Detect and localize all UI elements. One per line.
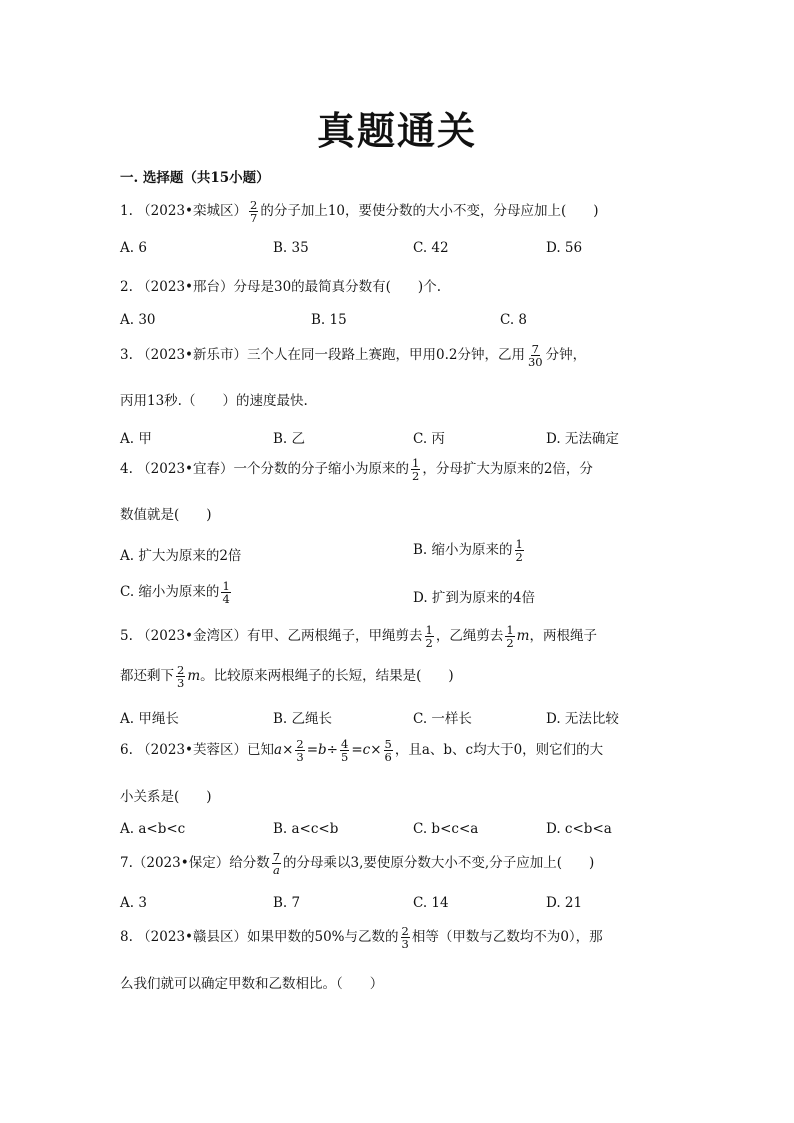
fraction: $\frac{4}{5}$ (340, 737, 349, 764)
q3-option-b: B. 乙 (273, 431, 306, 447)
q6-option-a: A. a<b<c (120, 821, 186, 837)
q5-option-c: C. 一样长 (413, 711, 472, 727)
q1-option-b: B. 35 (273, 240, 309, 256)
q1-option-a: A. 6 (120, 240, 147, 256)
question-6: 6. （2023•芙蓉区）已知a× $\frac{2}{3}$ =b÷ $\frac{4}{5}$ =c× $\frac{5}{6}$ ，且a、b、c均大于0，则它们的大 (120, 737, 604, 764)
fraction: $\frac{2}{3}$ (177, 663, 185, 690)
question-1 (120, 199, 599, 224)
fraction: $\frac{2}{3}$ (296, 737, 304, 764)
fraction: $\frac{7}{a}$ (272, 850, 281, 877)
fraction: $\frac{5}{6}$ (384, 737, 392, 764)
question-5-line2: 都还剩下 $\frac{2}{3}$ m。比较原来两根绳子的长短，结果是( ) (120, 663, 454, 690)
question-4-prefix: 4. （2023•宜春）一个分数的分子缩小为原来的 (120, 461, 409, 477)
question-8: 8. （2023•赣县区）如果甲数的50%与乙数的 $\frac{2}{3}$ 相等（甲数与乙数均不为0），那 (120, 924, 603, 951)
fraction: $\frac{2}{3}$ (401, 924, 409, 951)
question-4-line2: 数值就是( ) (120, 507, 212, 523)
question-3-text: 分钟， (545, 347, 587, 363)
q7-option-c: C. 14 (413, 895, 449, 911)
q3-option-c: C. 丙 (413, 431, 445, 447)
fraction: $\frac{1}{2}$ (412, 456, 420, 483)
question-6-line2: 小关系是( ) (120, 789, 212, 805)
question-2: 2. （2023•邢台）分母是30的最简真分数有( )个. (120, 279, 441, 295)
section-heading: 一. 选择题（共15小题） (120, 170, 270, 186)
q1-option-c: C. 42 (413, 240, 449, 256)
q4-option-c: C. 缩小为原来的 $\frac{1}{4}$ (120, 579, 230, 606)
q2-option-b: B. 15 (311, 312, 347, 328)
fraction: $\frac{1}{4}$ (222, 579, 230, 606)
q4-option-b: B. 缩小为原来的 $\frac{1}{2}$ (413, 537, 523, 564)
question-1-text: 的分子加上10，要使分数的大小不变，分母应加上( ) (260, 203, 599, 219)
q4-option-d: D. 扩到为原来的4倍 (413, 590, 536, 606)
question-3 (120, 343, 586, 368)
fraction: $\frac{1}{2}$ (425, 623, 433, 650)
q7-option-a: A. 3 (120, 895, 147, 911)
q6-option-c: C. b<c<a (413, 821, 479, 837)
q5-option-a: A. 甲绳长 (120, 711, 179, 727)
question-1-prefix: 1. （2023•栾城区） (120, 203, 247, 219)
question-8-line2: 么我们就可以确定甲数和乙数相比。（ ） (120, 976, 384, 992)
q3-option-d: D. 无法确定 (546, 431, 619, 447)
page-title: 真题通关 (316, 109, 477, 153)
q6-option-b: B. a<c<b (273, 821, 339, 837)
q5-option-d: D. 无法比较 (546, 711, 619, 727)
fraction: $\frac{1}{2}$ (506, 623, 514, 650)
question-3-line2: 丙用13秒.（ ）的速度最快. (120, 393, 308, 409)
question-7: 7.（2023•保定）给分数 $\frac{7}{a}$ 的分母乘以3,要使原分数大小不变,分子应加上( ) (120, 850, 595, 877)
q2-option-a: A. 30 (120, 312, 156, 328)
q1-option-d: D. 56 (546, 240, 583, 256)
q4-option-a: A. 扩大为原来的2倍 (120, 548, 242, 564)
fraction: $\frac{7}{30}$ (527, 342, 543, 369)
question-3-prefix: 3. （2023•新乐市）三个人在同一段路上赛跑，甲用0.2分钟，乙用 (120, 347, 525, 363)
fraction: $\frac{1}{2}$ (515, 537, 523, 564)
q6-option-d: D. c<b<a (546, 821, 612, 837)
q7-option-d: D. 21 (546, 895, 583, 911)
fraction: $\frac{2}{7}$ (250, 198, 258, 225)
question-4 (120, 457, 593, 482)
q5-option-b: B. 乙绳长 (273, 711, 333, 727)
question-5: 5. （2023•金湾区）有甲、乙两根绳子，甲绳剪去 $\frac{1}{2}$ ，乙绳剪去 $\frac{1}{2}$ m，两根绳子 (120, 623, 597, 650)
q7-option-b: B. 7 (273, 895, 301, 911)
q3-option-a: A. 甲 (120, 431, 152, 447)
question-4-text: ，分母扩大为原来的2倍，分 (422, 461, 593, 477)
q2-option-c: C. 8 (500, 312, 528, 328)
